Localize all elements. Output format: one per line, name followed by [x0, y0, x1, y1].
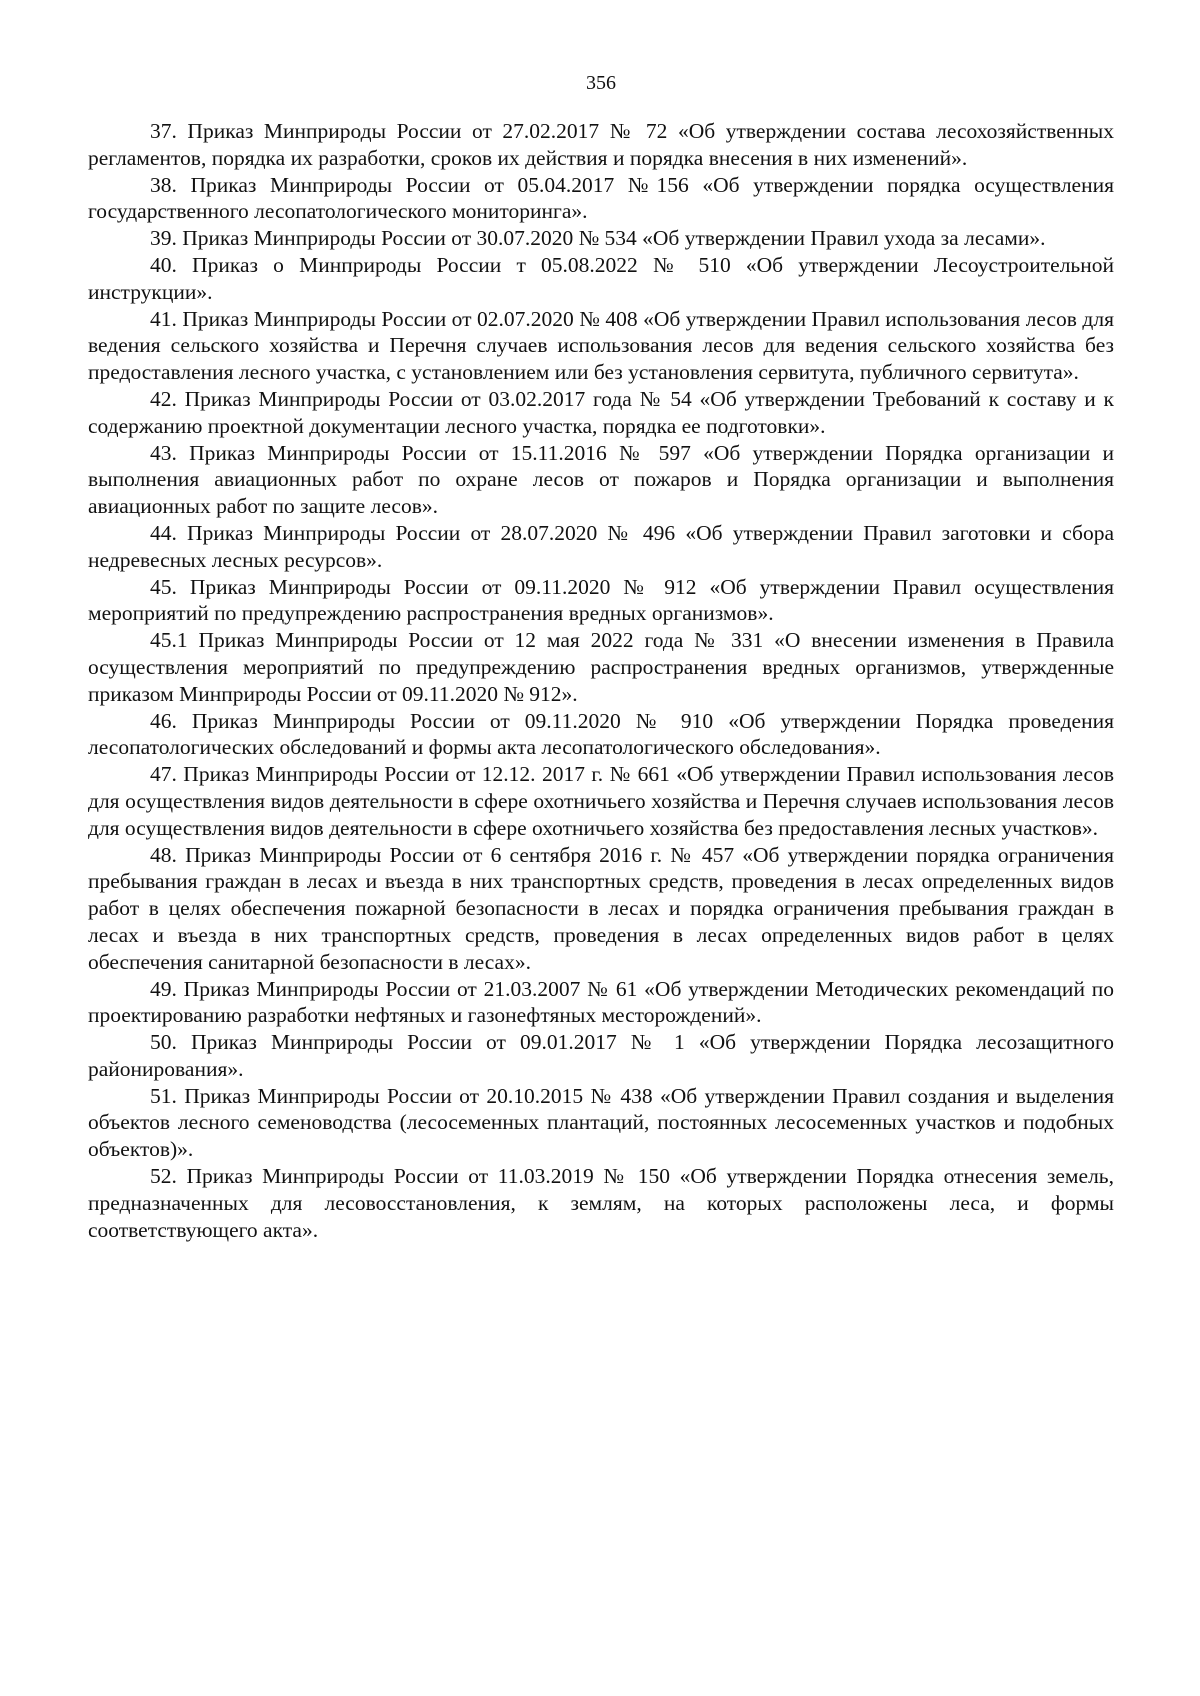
list-item-41: 41. Приказ Минприроды России от 02.07.2020 № 408 «Об утверждении Правил использования лесов для ведения сельского хозяйства и Перечня случаев использования лесов для ведения сельского хозяйства без предоставления лесного участка, с установлением или без установления сервитута, публичного сервитута». — [88, 306, 1114, 385]
list-item-43: 43. Приказ Минприроды России от 15.11.2016 № 597 «Об утверждении Порядка организации и выполнения авиационных работ по охране лесов от пожаров и Порядка организации и выполнения авиационных работ по защите лесов». — [88, 440, 1114, 519]
list-item-40: 40. Приказ о Минприроды России т 05.08.2022 № 510 «Об утверждении Лесоустроительной инструкции». — [88, 252, 1114, 304]
list-item-38: 38. Приказ Минприроды России от 05.04.2017 №156 «Об утверждении порядка осуществления государственного лесопатологического мониторинга». — [88, 172, 1114, 224]
list-item-50: 50. Приказ Минприроды России от 09.01.2017 № 1 «Об утверждении Порядка лесозащитного районирования». — [88, 1030, 1114, 1081]
list-item-44: 44. Приказ Минприроды России от 28.07.2020 № 496 «Об утверждении Правил заготовки и сбора недревесных лесных ресурсов». — [88, 520, 1114, 572]
list-item-46: 46. Приказ Минприроды России от 09.11.2020 № 910 «Об утверждении Порядка проведения лесопатологических обследований и формы акта лесопатологического обследования». — [88, 708, 1114, 760]
list-item-48: 48. Приказ Минприроды России от 6 сентября 2016 г. № 457 «Об утверждении порядка ограничения пребывания граждан в лесах и въезда в них транспортных средств, проведения в лесах определенных видов работ в целях обеспечения пожарной безопасности в лесах и порядка ограничения пребывания граждан в лесах и въезда в них транспортных средств, проведения в лесах определенных видов работ в целях обеспечения санитарной безопасности в лесах». — [88, 842, 1114, 974]
list-item-51: 51. Приказ Минприроды России от 20.10.2015 № 438 «Об утверждении Правил создания и выделения объектов лесного семеноводства (лесосеменных плантаций, постоянных лесосеменных участков и подобных объектов)». — [88, 1083, 1114, 1162]
list-item-52: 52. Приказ Минприроды России от 11.03.2019 № 150 «Об утверждении Порядка отнесения земель, предназначенных для лесовосстановления, к землям, на которых расположены леса, и формы соответствующего акта». — [88, 1164, 1114, 1242]
list-item-42: 42. Приказ Минприроды России от 03.02.2017 года № 54 «Об утверждении Требований к составу и к содержанию проектной документации лесного участка, порядка ее подготовки». — [88, 386, 1114, 438]
list-item-37: 37. Приказ Минприроды России от 27.02.2017 № 72 «Об утверждении состава лесохозяйственных регламентов, порядка их разработки, сроков их действия и порядка внесения в них изменений». — [88, 119, 1114, 170]
list-item-45: 45. Приказ Минприроды России от 09.11.2020 № 912 «Об утверждении Правил осуществления мероприятий по предупреждению распространения вредных организмов». — [88, 574, 1114, 626]
list-item-39: 39. Приказ Минприроды России от 30.07.2020 № 534 «Об утверждении Правил ухода за лесами». — [150, 226, 1046, 251]
page-number: 356 — [586, 72, 616, 94]
list-item-47: 47. Приказ Минприроды России от 12.12. 2017 г. № 661 «Об утверждении Правил использования лесов для осуществления видов деятельности в сфере охотничьего хозяйства и Перечня случаев использования лесов для осуществления видов деятельности в сфере охотничьего хозяйства без предоставления лесных участков». — [88, 762, 1114, 840]
reference-list — [88, 118, 1114, 1243]
list-item-49: 49. Приказ Минприроды России от 21.03.2007 № 61 «Об утверждении Методических рекомендаций по проектированию разработки нефтяных и газонефтяных месторождений». — [88, 976, 1114, 1028]
list-item-45-1: 45.1 Приказ Минприроды России от 12 мая 2022 года № 331 «О внесении изменения в Правила осуществления мероприятий по предупреждению распространения вредных организмов, утвержденные приказом Минприроды России от 09.11.2020 № 912». — [88, 628, 1114, 706]
